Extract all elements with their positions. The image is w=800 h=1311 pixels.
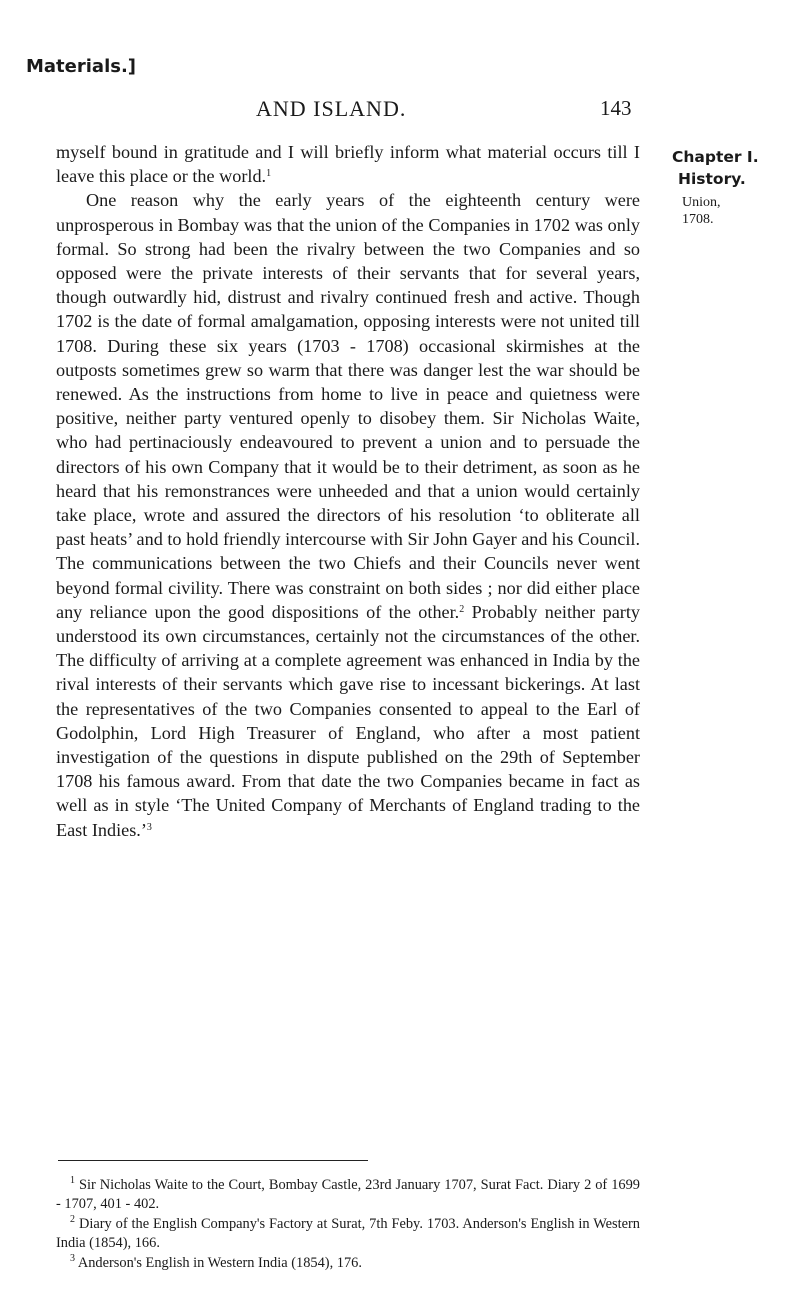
paragraph-2 [56,188,640,841]
footnote-marker-1: 1 [70,1175,75,1186]
footnote-ref-2: 2 [459,603,465,615]
footnote-ref-3: 3 [146,821,152,833]
running-head: AND ISLAND. [256,96,407,121]
footnote-ref-1: 1 [266,168,272,180]
paragraph-1 [56,140,640,188]
margin-topic-year: 1708. [682,212,714,227]
paragraph-1-text: myself bound in gratitude and I will briefly inform what material occurs till I leave this place or the world. [56,142,640,187]
footnote-1 [56,1176,640,1213]
paragraph-2-text-a: One reason why the early years of the eighteenth century were unprosperous in Bombay was that the union of the Companies in 1702 was only formal. So strong had been the rivalry between the two Companies and so opposed were the private interests of their servants that for several years, though outwardly hid, distrust and rivalry continued fresh and active. Though 1702 is the date of formal amalgamation, opposing interests were not united till 1708. During these six years (1703 - 1708) occasional skirmishes at the outposts sometimes grew so warm that there was danger lest the war should be renewed. As the instructions from home to live in peace and quietness were positive, neither party ventured openly to disobey them. Sir Nicholas Waite, who had pertinaciously endeavoured to prevent a union and to persuade the directors of his own Company that it would be to their detriment, as soon as he heard that his remonstrances were unheeded and that a union would certainly take place, wrote and assured the directors of his resolution ‘to obliterate all past heats’ and to hold friendly intercourse with Sir John Gayer and his Council. The communications between the two Chiefs and their Councils never went beyond formal civility. There was constraint on both sides ; nor did either place any reliance upon the good dispositions of the other. [56,190,640,622]
footnote-divider [58,1160,368,1161]
margin-topic-label: Union, [682,195,721,210]
body-text [56,140,640,842]
footnote-marker-3: 3 [70,1253,75,1264]
footnote-text-2: Diary of the English Company's Factory at Surat, 7th Feby. 1703. Anderson's English in Western India (1854), 166. [56,1216,640,1251]
footnote-text-1: Sir Nicholas Waite to the Court, Bombay Castle, 23rd January 1707, Surat Fact. Diary 2 of 1699 - 1707, 401 - 402. [56,1177,640,1212]
footnotes [56,1176,640,1275]
footnote-text-3: Anderson's English in Western India (1854), 176. [77,1255,362,1271]
footnote-3 [56,1254,640,1273]
section-label: Materials.] [26,56,137,77]
page-number: 143 [600,96,632,120]
margin-topic [672,194,796,228]
margin-note [672,148,796,228]
footnote-marker-2: 2 [70,1214,75,1225]
margin-chapter: Chapter I. [672,148,759,166]
paragraph-2-text-b: Probably neither party understood its own circumstances, certainly not the circumstances of the other. The difficulty of arriving at a complete agreement was enhanced in India by the rival interests of their servants which gave rise to incessant bickerings. At last the representatives of the two Companies consented to appeal to the Earl of Godolphin, Lord High Treasurer of England, who after a most patient investigation of the questions in dispute published on the 29th of September 1708 his famous award. From that date the two Companies became in fact as well as in style ‘The United Company of Merchants of England trading to the East Indies.’ [56,601,640,840]
margin-section: History. [678,170,746,188]
footnote-2 [56,1215,640,1252]
